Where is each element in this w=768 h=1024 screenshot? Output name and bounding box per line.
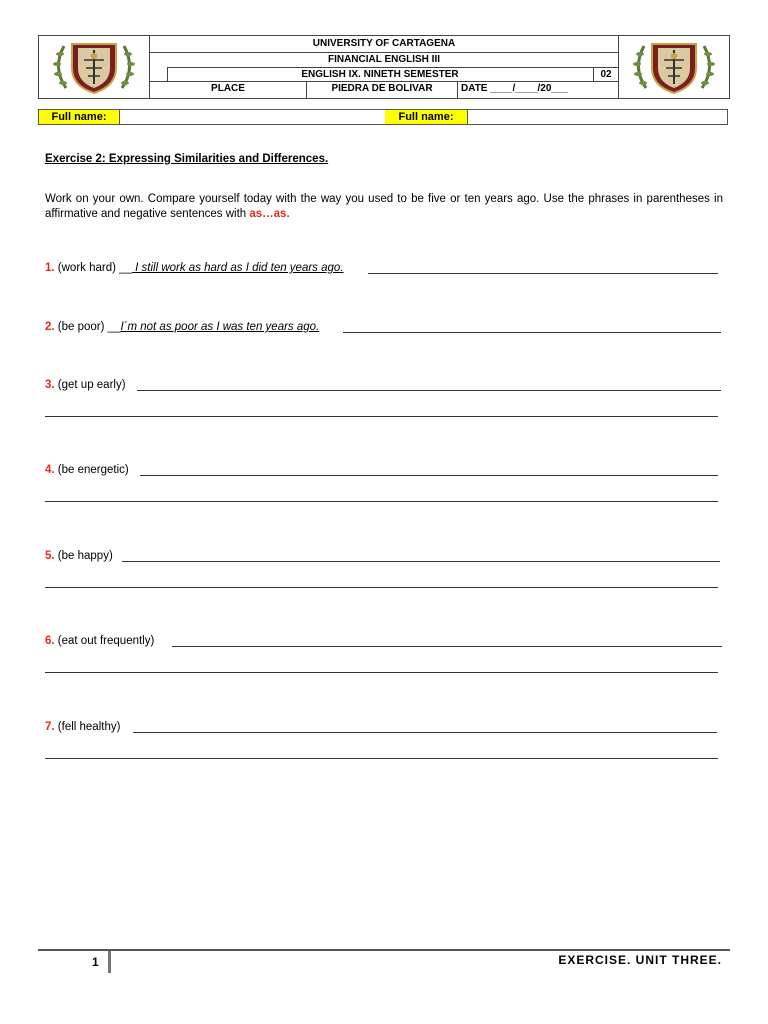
- place-value: PIEDRA DE BOLIVAR: [331, 83, 433, 94]
- item-prompt: (work hard) __: [54, 262, 132, 274]
- item-number: 4.: [45, 464, 55, 476]
- item-prompt: (get up early): [54, 379, 126, 391]
- page-number: 1: [92, 955, 99, 969]
- instructions-text: Work on your own. Compare yourself today with the way you used to be five or ten years ago. Use the phrases in parentheses in affirmative and negative sentences with: [45, 193, 723, 220]
- exercise-item-1: [45, 261, 344, 276]
- item-number: 7.: [45, 721, 55, 733]
- item-answer: I´m not as poor as I was ten years ago.: [120, 321, 320, 333]
- semester-label: ENGLISH IX. NINETH SEMESTER: [301, 69, 459, 80]
- answer-line[interactable]: [45, 501, 718, 502]
- answer-line[interactable]: [140, 475, 718, 476]
- item-answer: I still work as hard as I did ten years ago.: [131, 262, 344, 274]
- course-name: FINANCIAL ENGLISH III: [327, 54, 441, 65]
- university-crest-icon: [626, 38, 722, 96]
- document-header: [38, 35, 730, 99]
- item-prompt: (fell healthy): [54, 721, 121, 733]
- exercise-item-3: [45, 378, 126, 393]
- exercise-instructions: [45, 192, 723, 222]
- exercise-item-4: [45, 463, 129, 478]
- logo-right: [618, 36, 729, 98]
- exercise-item-2: [45, 320, 319, 335]
- footer-separator: [108, 951, 111, 973]
- exercise-item-7: [45, 720, 120, 735]
- exercise-item-5: [45, 549, 113, 564]
- university-crest-icon: [46, 38, 142, 96]
- item-number: 6.: [45, 635, 55, 647]
- item-number: 5.: [45, 550, 55, 562]
- sheet-code: 02: [600, 69, 612, 80]
- full-name-field-2[interactable]: [467, 110, 727, 124]
- answer-line[interactable]: [45, 758, 718, 759]
- answer-line[interactable]: [122, 561, 720, 562]
- item-prompt: (be poor) __: [54, 321, 121, 333]
- exercise-item-6: [45, 634, 154, 649]
- date-field[interactable]: DATE ____/____/20___: [461, 83, 569, 94]
- answer-line[interactable]: [45, 672, 718, 673]
- item-number: 1.: [45, 262, 55, 274]
- full-name-label-1: Full name:: [39, 110, 120, 124]
- item-prompt: (eat out frequently): [54, 635, 155, 647]
- name-row: [38, 109, 728, 125]
- instructions-keyword: as…as.: [249, 208, 290, 220]
- answer-line[interactable]: [45, 416, 718, 417]
- item-number: 2.: [45, 321, 55, 333]
- university-name: UNIVERSITY OF CARTAGENA: [312, 38, 456, 49]
- answer-line[interactable]: [343, 332, 721, 333]
- answer-line[interactable]: [137, 390, 721, 391]
- answer-line[interactable]: [133, 732, 717, 733]
- logo-left: [39, 36, 150, 98]
- item-prompt: (be happy): [54, 550, 113, 562]
- answer-line[interactable]: [172, 646, 722, 647]
- item-prompt: (be energetic): [54, 464, 129, 476]
- full-name-label-2: Full name:: [385, 110, 468, 124]
- full-name-field-1[interactable]: [119, 110, 386, 124]
- exercise-title: Exercise 2: Expressing Similarities and Differences.: [45, 153, 329, 165]
- footer-rule: [38, 949, 730, 951]
- footer-title: EXERCISE. UNIT THREE.: [558, 953, 722, 967]
- place-label: PLACE: [211, 83, 245, 94]
- answer-line[interactable]: [368, 273, 718, 274]
- item-number: 3.: [45, 379, 55, 391]
- answer-line[interactable]: [45, 587, 718, 588]
